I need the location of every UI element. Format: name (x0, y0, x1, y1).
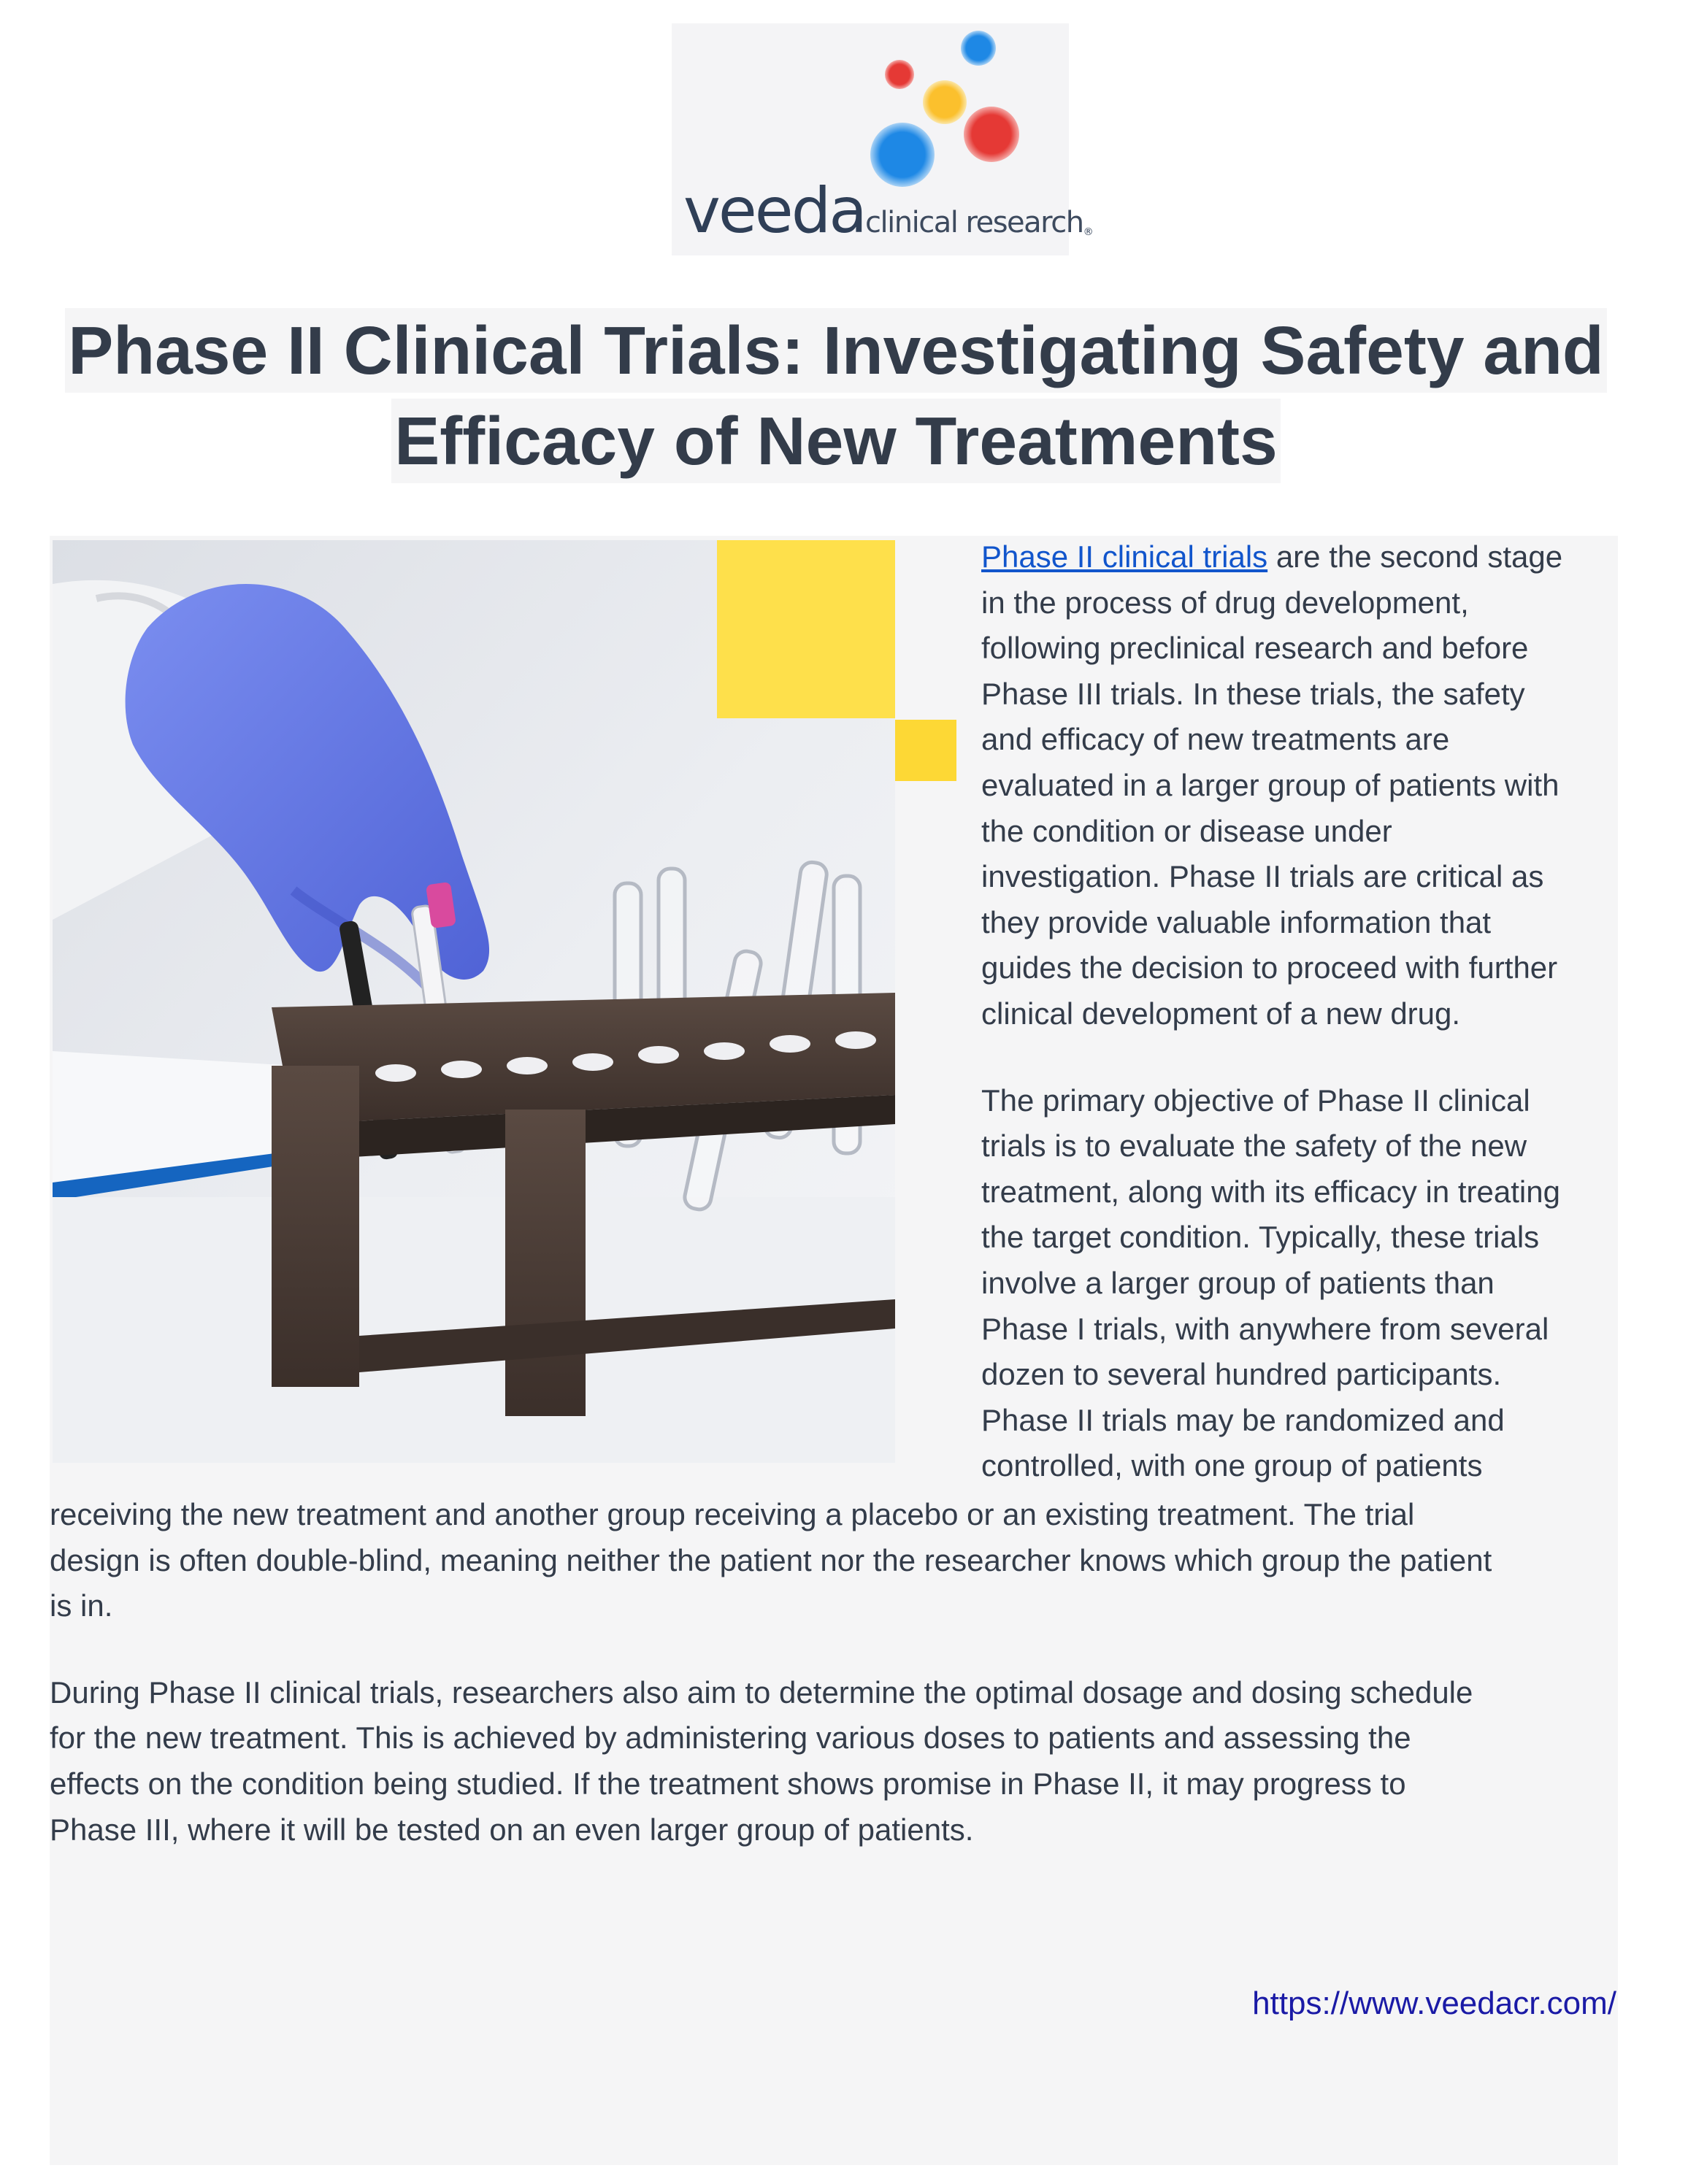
para3-line-3: effects on the condition being studied. If the treatment shows promise in Phase II, it may progress to (50, 1766, 1406, 1801)
para2-line-5: involve a larger group of patients than (981, 1265, 1495, 1300)
logo-brand: veeda (683, 174, 866, 247)
para2-line-6: Phase I trials, with anywhere from several (981, 1311, 1549, 1346)
phase-ii-link[interactable]: Phase II clinical trials (981, 539, 1268, 574)
para1-line-1: are the second stage (1267, 539, 1563, 574)
para1-line-11: clinical development of a new drug. (981, 996, 1461, 1031)
para1-line-9: they provide valuable information that (981, 904, 1492, 939)
para2-line-1: The primary objective of Phase II clinical (981, 1083, 1530, 1118)
para1-line-10: guides the decision to proceed with further (981, 950, 1558, 985)
para1-line-4: Phase III trials. In these trials, the safety (981, 676, 1525, 711)
para2-line-8: Phase II trials may be randomized and (981, 1402, 1505, 1437)
para2-line-9: controlled, with one group of patients (981, 1448, 1483, 1483)
paragraph-objective (981, 1078, 1624, 1489)
para2-line-4: the target condition. Typically, these trials (981, 1220, 1540, 1255)
logo-tagline: clinical research (865, 206, 1083, 239)
para1-line-2: in the process of drug development, (981, 585, 1469, 620)
para2-line-3: treatment, along with its efficacy in treating (981, 1174, 1560, 1209)
website-link[interactable]: https://www.veedacr.com/ (1252, 1985, 1616, 2021)
intro-column (981, 534, 1624, 1489)
para1-line-5: and efficacy of new treatments are (981, 722, 1450, 757)
logo-registered-mark: ® (1083, 226, 1094, 238)
full-width-column (50, 1492, 1627, 1853)
paragraph-objective-continued (50, 1492, 1627, 1629)
para2-line-7: dozen to several hundred participants. (981, 1357, 1502, 1392)
paragraph-dosage (50, 1670, 1627, 1853)
page-title-line-2: Efficacy of New Treatments (391, 399, 1280, 483)
para1-line-7: the condition or disease under (981, 813, 1392, 848)
para3-line-4: Phase III, where it will be tested on an even larger group of patients. (50, 1812, 974, 1847)
para1-line-8: investigation. Phase II trials are critical as (981, 859, 1544, 894)
decorative-square (895, 720, 956, 781)
para3-line-1: During Phase II clinical trials, researchers also aim to determine the optimal dosage and dosing schedule (50, 1674, 1473, 1710)
para1-line-6: evaluated in a larger group of patients with (981, 767, 1560, 802)
lab-test-tubes-photo-icon (53, 540, 895, 1463)
para2-wrap-line-1: receiving the new treatment and another group receiving a placebo or an existing treatment. The trial (50, 1497, 1415, 1531)
paragraph-intro (981, 534, 1624, 1037)
para3-line-2: for the new treatment. This is achieved by administering various doses to patients and assessing the (50, 1720, 1411, 1756)
veeda-logo (672, 23, 1094, 255)
page-title (44, 305, 1628, 486)
para2-line-2: trials is to evaluate the safety of the new (981, 1128, 1527, 1164)
page-title-line-1: Phase II Clinical Trials: Investigating Safety and (65, 308, 1607, 393)
para1-line-3: following preclinical research and before (981, 631, 1529, 666)
para2-wrap-line-3: is in. (50, 1588, 113, 1623)
para2-wrap-line-2: design is often double-blind, meaning neither the patient nor the researcher knows which group the patient (50, 1542, 1492, 1577)
hero-image (53, 540, 895, 1463)
